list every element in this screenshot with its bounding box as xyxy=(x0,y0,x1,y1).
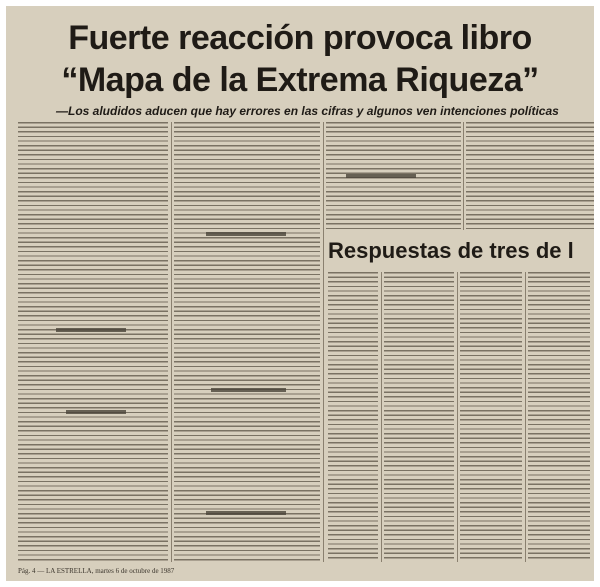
headline-line-2: “Mapa de la Extrema Riqueza” xyxy=(61,61,539,99)
section-subhead xyxy=(56,328,126,332)
section-subhead xyxy=(211,388,286,392)
sidebar-column-1 xyxy=(328,272,378,562)
column-rule xyxy=(457,272,458,562)
column-rule xyxy=(525,272,526,562)
sidebar-headline: Respuestas de tres de l xyxy=(328,238,574,263)
sidebar-column-4 xyxy=(528,272,590,562)
headline-line-1: Fuerte reacción provoca libro xyxy=(68,19,532,57)
section-subhead xyxy=(66,410,126,414)
article-column-1 xyxy=(18,122,168,562)
section-subhead xyxy=(206,511,286,515)
section-subhead xyxy=(206,232,286,236)
column-rule xyxy=(463,122,464,230)
column-rule xyxy=(171,122,172,562)
page-footer: Pág. 4 — LA ESTRELLA, martes 6 de octubre de 1987 xyxy=(18,567,175,575)
newspaper-clipping xyxy=(6,6,594,581)
article-column-4 xyxy=(466,122,594,230)
section-subhead xyxy=(346,174,416,178)
column-rule xyxy=(323,122,324,562)
column-rule xyxy=(381,272,382,562)
article-column-2 xyxy=(174,122,320,562)
sidebar-column-3 xyxy=(460,272,522,562)
deck-subtitle: —Los aludidos aducen que hay errores en las cifras y algunos ven intenciones políticas xyxy=(56,104,559,118)
sidebar-column-2 xyxy=(384,272,454,562)
